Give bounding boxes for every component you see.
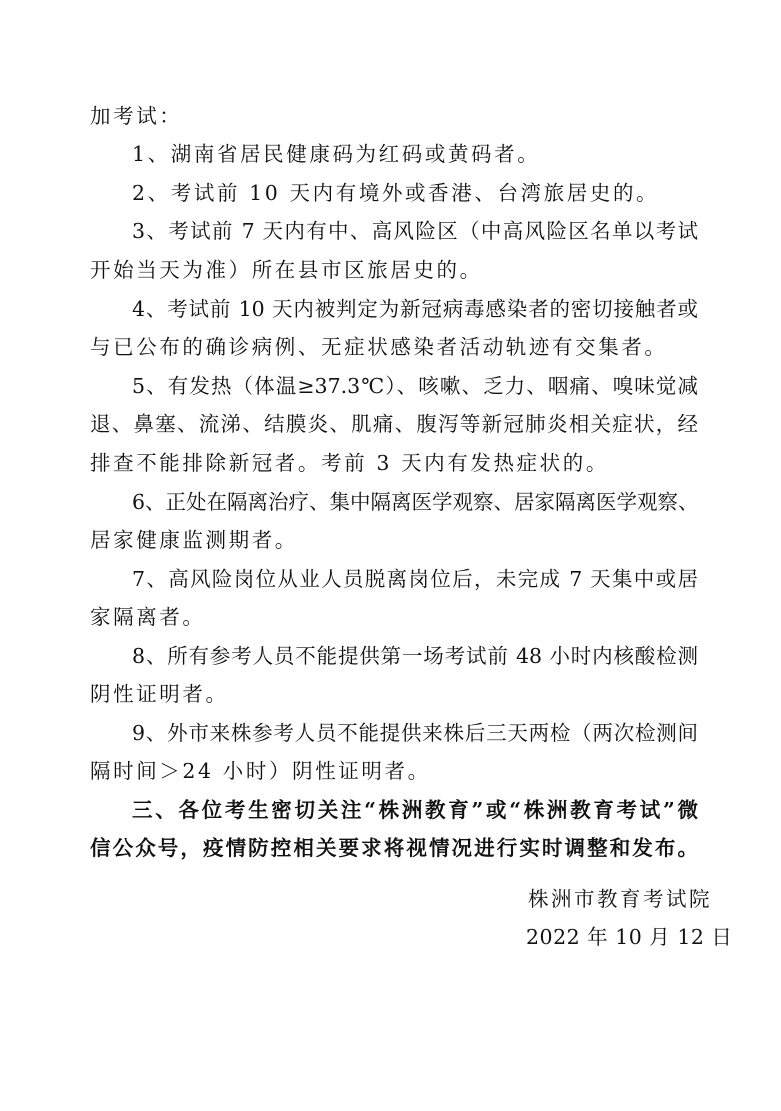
- item-3-line-2: 开始当天为准）所在县市区旅居史的。: [90, 258, 483, 282]
- lead-in-text: 加考试：: [90, 104, 183, 128]
- item-5-line-3: 排查不能排除新冠者。考前 3 天内有发热症状的。: [90, 451, 609, 475]
- section-three-line-1: 三、各位考生密切关注“株洲教育”或“株洲教育考试”微: [132, 798, 698, 822]
- item-2-line-1: 2、考试前 10 天内有境外或香港、台湾旅居史的。: [132, 181, 660, 205]
- item-5-line-1: 5、有发热（体温≥37.3℃）、咳嗽、乏力、咽痛、嗅味觉减: [132, 374, 698, 398]
- item-1-line-1: 1、湖南省居民健康码为红码或黄码者。: [132, 142, 541, 166]
- section-three-line-2: 信公众号，疫情防控相关要求将视情况进行实时调整和发布。: [90, 836, 698, 860]
- item-7-line-1: 7、高风险岗位从业人员脱离岗位后，未完成 7 天集中或居: [132, 567, 698, 591]
- signature-organization: 株洲市教育考试院: [528, 887, 712, 911]
- item-8-line-1: 8、所有参考人员不能提供第一场考试前 48 小时内核酸检测: [132, 644, 698, 668]
- item-4-line-2: 与已公布的确诊病例、无症状感染者活动轨迹有交集者。: [90, 335, 668, 359]
- item-7-line-2: 家隔离者。: [90, 605, 206, 629]
- item-3-line-1: 3、考试前 7 天内有中、高风险区（中高风险区名单以考试: [132, 219, 698, 243]
- item-5-line-2: 退、鼻塞、流涕、结膜炎、肌痛、腹泻等新冠肺炎相关症状，经: [90, 412, 698, 436]
- item-8-line-2: 阴性证明者。: [90, 682, 229, 706]
- item-6-line-2: 居家健康监测期者。: [90, 528, 298, 552]
- item-6-line-1: 6、正处在隔离治疗、集中隔离医学观察、居家隔离医学观察、: [132, 490, 699, 514]
- item-4-line-1: 4、考试前 10 天内被判定为新冠病毒感染者的密切接触者或: [132, 297, 698, 321]
- signature-date: 2022 年 10 月 12 日: [526, 925, 733, 949]
- item-9-line-2: 隔时间＞24 小时）阴性证明者。: [90, 759, 431, 783]
- item-9-line-1: 9、外市来株参考人员不能提供来株后三天两检（两次检测间: [132, 721, 698, 745]
